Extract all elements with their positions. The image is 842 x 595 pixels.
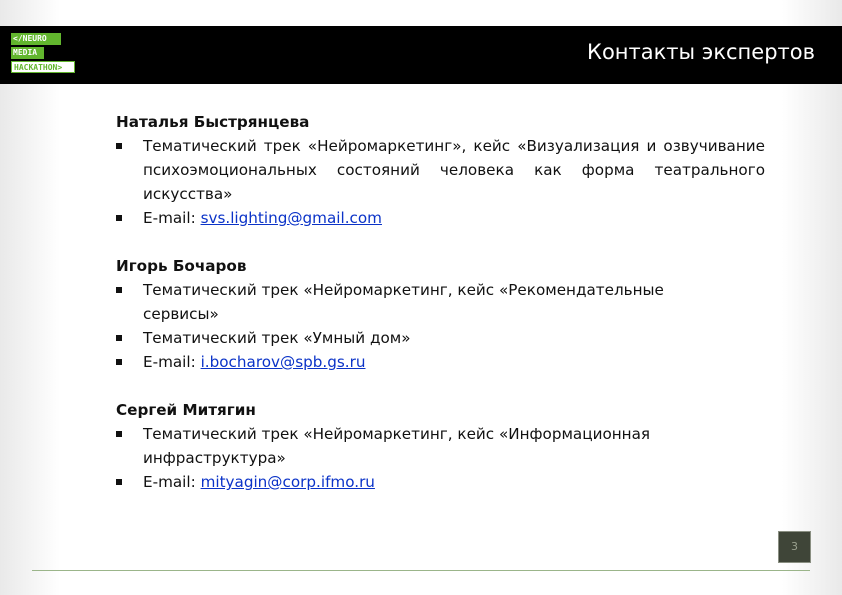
email-link[interactable]: mityagin@corp.ifmo.ru [200, 473, 375, 491]
expert-name: Наталья Быстрянцева [116, 113, 310, 131]
expert-name: Сергей Митягин [116, 401, 256, 419]
experts-list [116, 110, 765, 518]
email-label: E-mail: [143, 353, 201, 371]
email-link[interactable]: svs.lighting@gmail.com [200, 209, 382, 227]
email-link[interactable]: i.bocharov@spb.gs.ru [200, 353, 366, 371]
expert-block [116, 110, 765, 230]
bullet-icon [116, 359, 122, 365]
logo-line-1: </NEURO [11, 33, 61, 45]
bullet-icon [116, 287, 122, 293]
title-bar [0, 26, 842, 84]
bullet-icon [116, 143, 122, 149]
expert-block [116, 254, 765, 374]
list-item [116, 326, 765, 350]
track-text: Тематический трек «Нейромаркетинг», кейс «Визуализация и озвучивание психоэмоциональных состояний человека как форма театрального искусства» [143, 137, 765, 203]
bullet-icon [116, 431, 122, 437]
expert-details [116, 278, 765, 374]
list-item [116, 422, 765, 470]
bullet-icon [116, 335, 122, 341]
list-item [116, 278, 765, 326]
neuromedia-hackathon-logo [11, 33, 81, 75]
list-item [116, 470, 765, 494]
list-item [116, 350, 765, 374]
expert-block [116, 398, 765, 494]
list-item [116, 206, 765, 230]
list-item [116, 134, 765, 206]
slide-title: Контакты экспертов [587, 40, 815, 64]
expert-details [116, 422, 765, 494]
logo-line-2: MEDIA [11, 47, 44, 59]
email-label: E-mail: [143, 473, 201, 491]
page-number: 3 [778, 531, 811, 563]
track-text: Тематический трек «Умный дом» [143, 329, 411, 347]
expert-name: Игорь Бочаров [116, 257, 247, 275]
track-text: Тематический трек «Нейромаркетинг, кейс «Информационная инфраструктура» [143, 425, 651, 467]
bullet-icon [116, 215, 122, 221]
email-label: E-mail: [143, 209, 201, 227]
track-text: Тематический трек «Нейромаркетинг, кейс «Рекомендательные сервисы» [143, 281, 664, 323]
logo-line-3: HACKATHON> [11, 61, 75, 73]
expert-details [116, 134, 765, 230]
bullet-icon [116, 479, 122, 485]
footer-divider [32, 570, 810, 571]
